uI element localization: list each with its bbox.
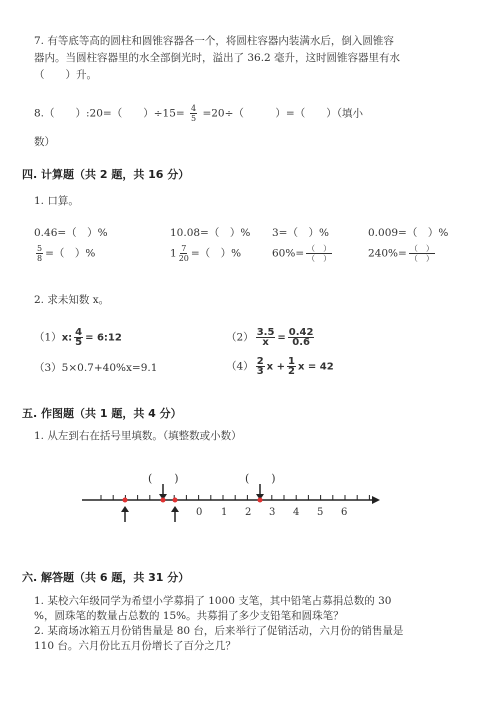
tick-label-3: 3 (269, 507, 276, 518)
section6-title: 六. 解答题（共 6 题，共 31 分） (22, 571, 190, 584)
q6-2-line2: 110 台。六月份比五月份增长了百分之几？ (34, 640, 236, 652)
section5-title: 五. 作图题（共 1 题，共 4 分） (22, 407, 182, 420)
up-arrow-left (121, 506, 129, 522)
equation-4 (226, 357, 334, 376)
q7-line3: （ ）升。 (34, 69, 97, 81)
frac-den: 5 (75, 337, 83, 348)
eq1-a: x: (61, 332, 73, 344)
calc-r2c2 (170, 244, 241, 263)
red-marker-3 (173, 498, 178, 503)
red-marker-2 (161, 498, 166, 503)
eq4-frac1 (256, 357, 265, 376)
eq4-label: （4） (226, 360, 254, 373)
top-bracket-left: ( ) (148, 472, 179, 485)
q8-frac-den: 5 (191, 114, 197, 123)
calc-r1c2: 10.08=（ ）% (170, 227, 251, 239)
calc-r2c3-frac (306, 244, 332, 263)
eq2-right-frac (288, 328, 315, 347)
calc-r2c4-head: 240%= (368, 247, 407, 260)
calc-r2c1 (34, 244, 95, 263)
frac-den: 8 (37, 254, 43, 263)
tick-label-2: 2 (245, 507, 252, 518)
up-arrow-right (171, 506, 179, 522)
equation-2 (226, 328, 316, 347)
q6-1-line2: %，圆珠笔的数量占总数的 15%。共募捐了多少支铅笔和圆珠笔？ (34, 610, 344, 622)
calc-r2c3-head: 60%= (272, 247, 305, 260)
frac-num: 3.5 (256, 327, 275, 338)
q8-prefix: 8.（ ）:20=（ ）÷15= (34, 107, 185, 120)
calc-r2c1-tail: =（ ）% (45, 247, 96, 260)
frac-den: （ ） (409, 254, 434, 263)
number-line-figure (0, 460, 500, 530)
q4-2-label: 2. 求未知数 x。 (34, 294, 110, 306)
frac-den: 3 (256, 366, 264, 377)
calc-r2c4 (368, 244, 437, 263)
frac-den: 20 (178, 254, 189, 263)
frac-num: （ ） (307, 244, 332, 253)
frac-num: 1 (287, 356, 295, 367)
frac-num: 7 (181, 244, 187, 253)
frac-num: 0.42 (288, 327, 314, 338)
q7-line2: 器内。当圆柱容器里的水全部倒光时，溢出了 36.2 毫升，这时圆锥容器里有水 (34, 52, 401, 64)
eq1-frac (74, 328, 83, 347)
q5-1-text: 1. 从左到右在括号里填数。（填整数或小数） (34, 430, 242, 442)
frac-den: 2 (287, 366, 295, 377)
q8-mid: =20÷（ ）=（ ）（填小 (202, 107, 363, 120)
axis-arrow-head (372, 496, 380, 504)
equation-3: （3）5×0.7+40%x=9.1 (34, 362, 158, 374)
top-bracket-right: ( ) (245, 472, 276, 485)
calc-r1c1: 0.46=（ ）% (34, 227, 108, 239)
eq1-b: = 6:12 (85, 332, 122, 344)
calc-r1c4: 0.009=（ ）% (368, 227, 449, 239)
eq1-label: （1） (34, 331, 62, 344)
tick-label-1: 1 (221, 507, 228, 518)
q8-fraction (190, 104, 197, 123)
frac-num: 5 (37, 244, 43, 253)
red-marker-1 (123, 498, 128, 503)
calc-r2c3 (272, 244, 334, 263)
frac-num: 2 (256, 356, 264, 367)
eq4-tail: x = 42 (297, 361, 334, 373)
tick-label-4: 4 (293, 507, 300, 518)
calc-r2c1-frac (36, 244, 43, 263)
q6-1-line1: 1. 某校六年级同学为希望小学募捐了 1000 支笔，其中铅笔占募捐总数的 30 (34, 595, 392, 607)
section4-title: 四. 计算题（共 2 题，共 16 分） (22, 168, 190, 181)
eq4-frac2 (287, 357, 296, 376)
q8-line2: 数） (34, 136, 55, 148)
frac-num: （ ） (409, 244, 434, 253)
frac-den: 0.6 (292, 337, 310, 348)
frac-den: （ ） (307, 254, 332, 263)
eq2-label: （2） (226, 331, 254, 344)
q4-1-label: 1. 口算。 (34, 195, 79, 207)
calc-r2c2-frac (179, 244, 189, 263)
q8-frac-num: 4 (191, 104, 197, 113)
tick-label-0: 0 (196, 507, 203, 518)
q8-line1 (34, 104, 363, 123)
frac-num: 4 (75, 327, 83, 338)
red-marker-4 (258, 498, 263, 503)
frac-den: x (262, 337, 269, 348)
eq2-left-frac (256, 328, 276, 347)
q7-line1: 7. 有等底等高的圆柱和圆锥容器各一个，将圆柱容器内装满水后，倒入圆锥容 (34, 35, 394, 47)
mixed-whole: 1 (170, 247, 177, 260)
q6-2-line1: 2. 某商场冰箱五月份销售量是 80 台，后来举行了促销活动，六月份的销售量是 (34, 625, 404, 637)
eq2-equals: = (277, 332, 286, 344)
calc-r2c4-frac (409, 244, 435, 263)
calc-r2c2-tail: =（ ）% (190, 247, 242, 260)
tick-label-5: 5 (317, 507, 324, 518)
calc-r1c3: 3=（ ）% (272, 227, 329, 239)
eq4-mid: x + (266, 361, 285, 373)
equation-1 (34, 328, 122, 347)
tick-label-6: 6 (341, 507, 348, 518)
